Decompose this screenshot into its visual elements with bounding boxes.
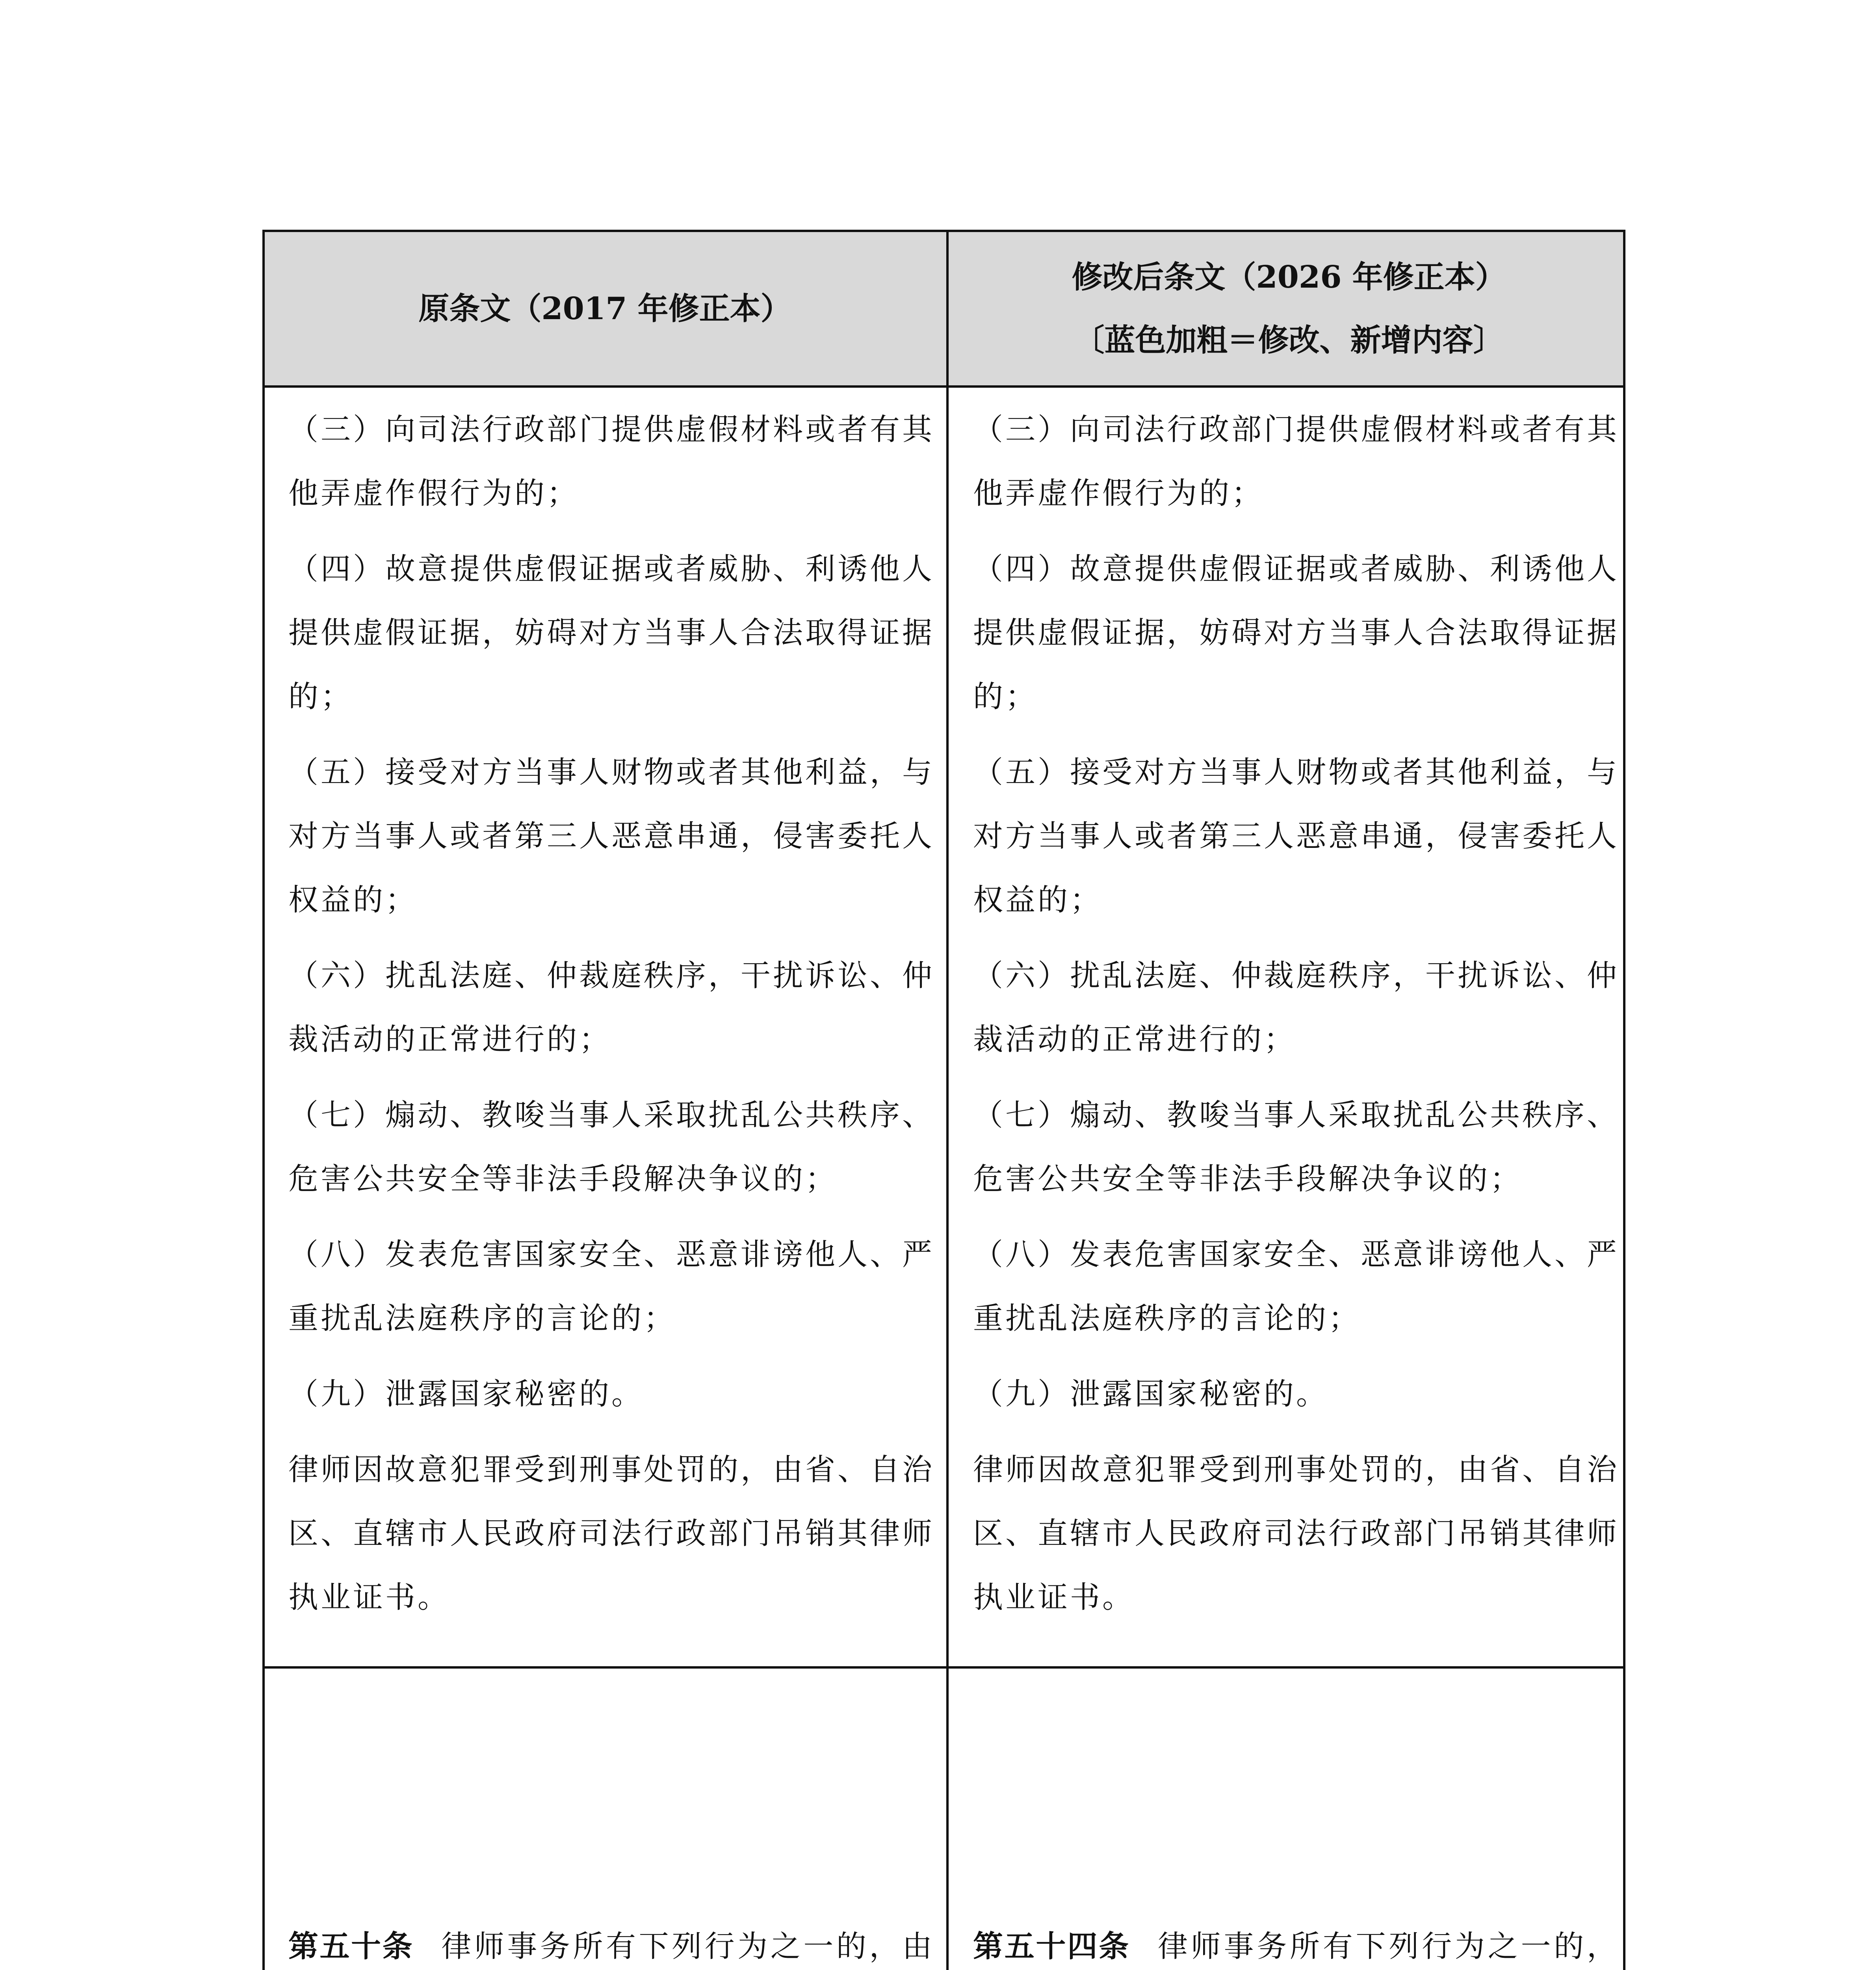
article-intro-before: 律师事务所有下列行为之一的， <box>1157 1929 1620 1964</box>
clause-paragraph: （五）接受对方当事人财物或者其他利益，与对方当事人或者第三人恶意串通，侵害委托人权益的； <box>288 755 934 917</box>
article-number: 第五十条 <box>288 1929 414 1964</box>
row-divider <box>265 1666 1623 1669</box>
clause-paragraph: （六）扰乱法庭、仲裁庭秩序，干扰诉讼、仲裁活动的正常进行的； <box>288 958 934 1057</box>
clause-paragraph: （九）泄露国家秘密的。 <box>288 1376 644 1411</box>
table-header-row <box>265 232 1623 388</box>
header-original <box>265 232 945 385</box>
article-intro: 律师事务所有下列行为之一的，由 <box>441 1929 935 1964</box>
clause-paragraph: （三）向司法行政部门提供虚假材料或者有其他弄虚作假行为的； <box>288 412 934 511</box>
comparison-table <box>262 230 1625 1970</box>
clause-paragraph: （八）发表危害国家安全、恶意诽谤他人、严重扰乱法庭秩序的言论的； <box>288 1237 934 1336</box>
clause-paragraph: （四）故意提供虚假证据或者威胁、利诱他人提供虚假证据，妨碍对方当事人合法取得证据的； <box>973 551 1619 714</box>
clause-paragraph: （七）煽动、教唆当事人采取扰乱公共秩序、危害公共安全等非法手段解决争议的； <box>288 1097 934 1196</box>
clause-paragraph: （四）故意提供虚假证据或者威胁、利诱他人提供虚假证据，妨碍对方当事人合法取得证据的； <box>288 551 934 714</box>
header-revised <box>949 232 1629 385</box>
clause-paragraph: （六）扰乱法庭、仲裁庭秩序，干扰诉讼、仲裁活动的正常进行的； <box>973 958 1619 1057</box>
clause-paragraph: （七）煽动、教唆当事人采取扰乱公共秩序、危害公共安全等非法手段解决争议的； <box>973 1097 1619 1196</box>
header-revised-legend: 〔蓝色加粗＝修改、新增内容〕 <box>1074 322 1504 358</box>
article-paragraph <box>288 1914 934 1970</box>
article-number: 第五十四条 <box>973 1929 1130 1964</box>
row2-revised-cell <box>973 1914 1619 1970</box>
row1-revised-cell <box>973 398 1619 1641</box>
header-original-title: 原条文（2017 年修正本） <box>418 290 791 327</box>
row1-original-cell <box>288 398 934 1641</box>
clause-paragraph: 律师因故意犯罪受到刑事处罚的，由省、自治区、直辖市人民政府司法行政部门吊销其律师执业证书。 <box>973 1452 1619 1615</box>
article-paragraph <box>973 1914 1619 1970</box>
clause-paragraph: 律师因故意犯罪受到刑事处罚的，由省、自治区、直辖市人民政府司法行政部门吊销其律师执业证书。 <box>288 1452 934 1615</box>
clause-paragraph: （三）向司法行政部门提供虚假材料或者有其他弄虚作假行为的； <box>973 412 1619 511</box>
clause-paragraph: （五）接受对方当事人财物或者其他利益，与对方当事人或者第三人恶意串通，侵害委托人权益的； <box>973 755 1619 917</box>
clause-paragraph: （九）泄露国家秘密的。 <box>973 1376 1328 1411</box>
clause-paragraph: （八）发表危害国家安全、恶意诽谤他人、严重扰乱法庭秩序的言论的； <box>973 1237 1619 1336</box>
header-revised-title: 修改后条文（2026 年修正本） <box>1072 259 1506 295</box>
column-divider <box>946 232 949 1970</box>
row2-original-cell <box>288 1914 934 1970</box>
